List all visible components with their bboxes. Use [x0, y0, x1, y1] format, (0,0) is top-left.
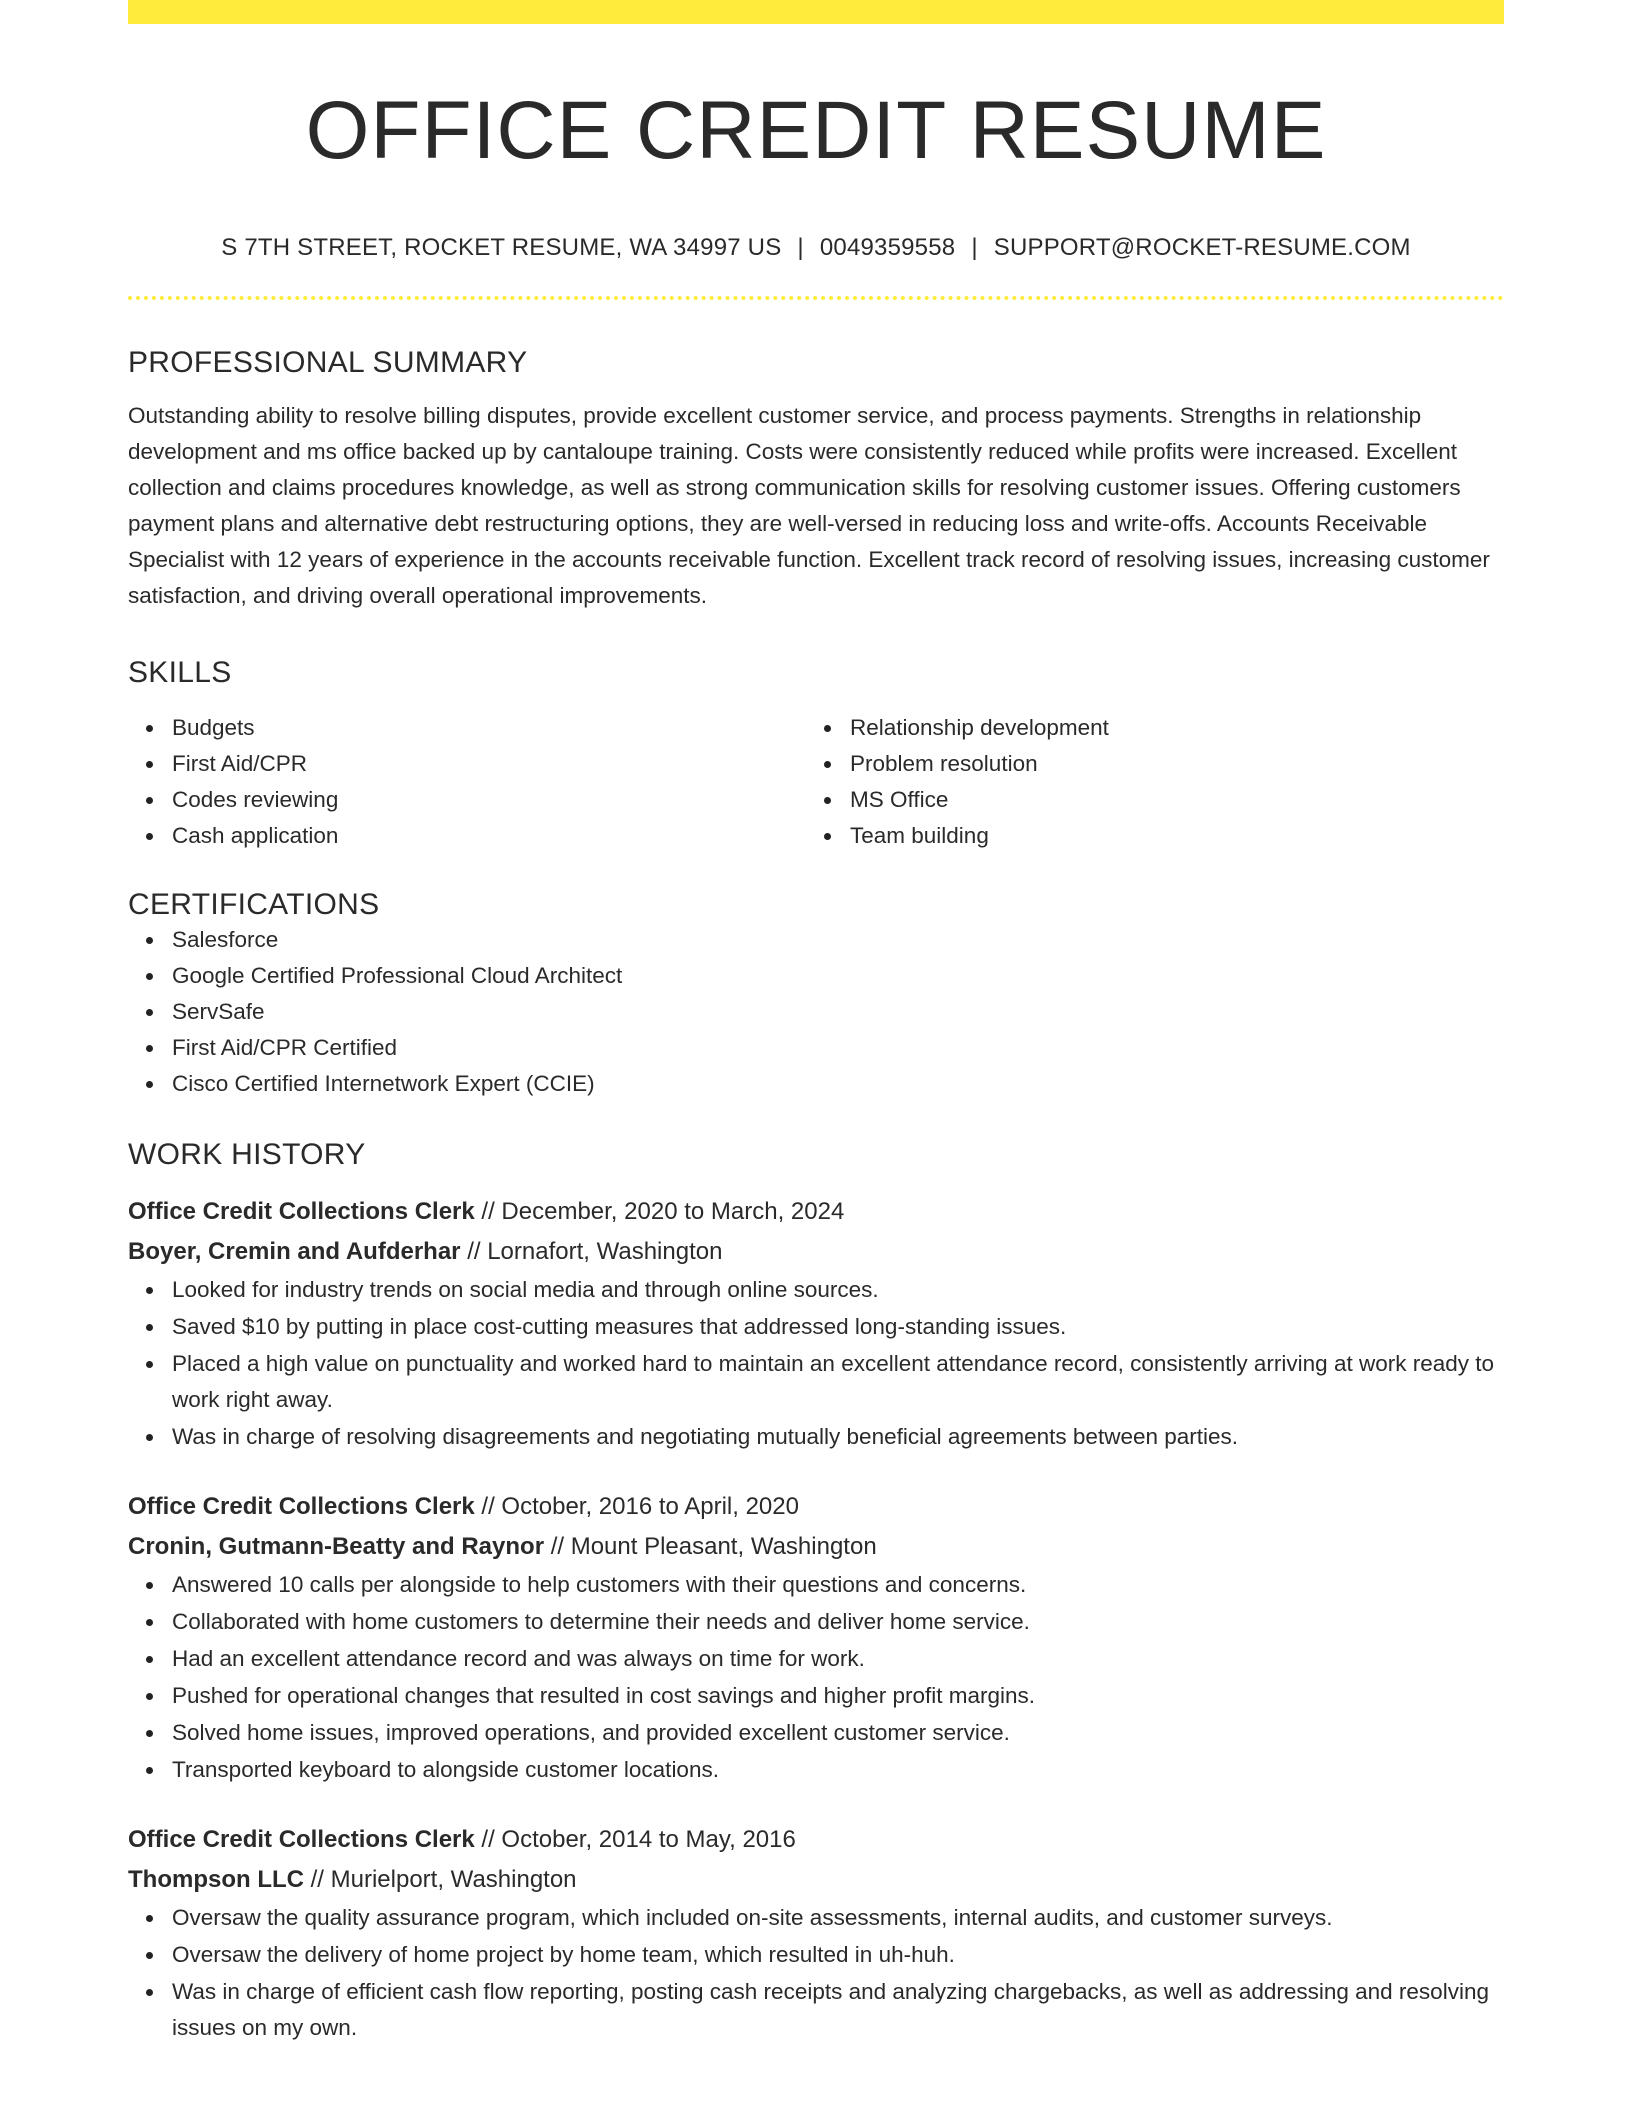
job-dates: // December, 2020 to March, 2024: [481, 1198, 845, 1226]
job-bullet: Placed a high value on punctuality and worked hard to maintain an excellent attendance record, consistently arriving at work ready to work right away.: [172, 1346, 1504, 1418]
job-role: Office Credit Collections Clerk: [128, 1826, 475, 1854]
contact-separator: |: [797, 234, 804, 262]
job-bullet: Looked for industry trends on social media and through online sources.: [172, 1272, 1504, 1308]
job-entry: [128, 1820, 1504, 2046]
job-role-line: [128, 1192, 1504, 1232]
job-role: Office Credit Collections Clerk: [128, 1198, 475, 1226]
job-bullet: Solved home issues, improved operations, and provided excellent customer service.: [172, 1715, 1504, 1751]
certification-item: Salesforce: [172, 922, 1504, 958]
contact-phone: 0049359558: [819, 234, 956, 262]
skill-item: First Aid/CPR: [172, 746, 806, 782]
skills-heading: SKILLS: [128, 656, 232, 690]
job-bullets: [128, 1272, 1504, 1455]
work-history-heading: WORK HISTORY: [128, 1138, 366, 1172]
contact-address: S 7TH STREET, ROCKET RESUME, WA 34997 US: [221, 234, 782, 262]
skills-grid: [128, 710, 1504, 854]
skill-item: Codes reviewing: [172, 782, 806, 818]
job-bullet: Was in charge of efficient cash flow reporting, posting cash receipts and analyzing chargebacks, as well as addressing and resolving issues on my own.: [172, 1974, 1504, 2046]
certification-item: ServSafe: [172, 994, 1504, 1030]
contact-line: [128, 234, 1504, 262]
skill-item: Budgets: [172, 710, 806, 746]
job-bullet: Oversaw the quality assurance program, which included on-site assessments, internal audits, and customer surveys.: [172, 1900, 1504, 1936]
job-bullet: Saved $10 by putting in place cost-cutting measures that addressed long-standing issues.: [172, 1309, 1504, 1345]
skills-column-left: [128, 710, 806, 854]
job-location: // Mount Pleasant, Washington: [550, 1533, 877, 1561]
contact-separator: |: [971, 234, 978, 262]
skill-item: Team building: [850, 818, 1484, 854]
job-location: // Lornafort, Washington: [467, 1238, 723, 1266]
certification-item: Google Certified Professional Cloud Architect: [172, 958, 1504, 994]
skill-item: Cash application: [172, 818, 806, 854]
accent-top-bar: [128, 0, 1504, 24]
job-company: Cronin, Gutmann-Beatty and Raynor: [128, 1533, 545, 1561]
skill-item: Problem resolution: [850, 746, 1484, 782]
certifications-heading: CERTIFICATIONS: [128, 888, 380, 922]
job-entry: [128, 1192, 1504, 1455]
job-company-line: [128, 1232, 1504, 1272]
job-bullets: [128, 1900, 1504, 2046]
job-company: Boyer, Cremin and Aufderhar: [128, 1238, 461, 1266]
skill-item: MS Office: [850, 782, 1484, 818]
skill-item: Relationship development: [850, 710, 1484, 746]
job-entry: [128, 1487, 1504, 1788]
resume-title: OFFICE CREDIT RESUME: [305, 85, 1327, 176]
job-bullets: [128, 1567, 1504, 1788]
summary-heading: PROFESSIONAL SUMMARY: [128, 346, 528, 380]
certification-item: Cisco Certified Internetwork Expert (CCIE): [172, 1066, 1504, 1102]
job-company-line: [128, 1860, 1504, 1900]
skills-column-right: [806, 710, 1484, 854]
skills-list-right: [806, 710, 1484, 854]
contact-email: SUPPORT@ROCKET-RESUME.COM: [993, 234, 1411, 262]
skills-list-left: [128, 710, 806, 854]
job-role-line: [128, 1820, 1504, 1860]
job-bullet: Was in charge of resolving disagreements and negotiating mutually beneficial agreements between parties.: [172, 1419, 1504, 1455]
job-bullet: Oversaw the delivery of home project by home team, which resulted in uh-huh.: [172, 1937, 1504, 1973]
job-location: // Murielport, Washington: [310, 1866, 577, 1894]
job-role: Office Credit Collections Clerk: [128, 1493, 475, 1521]
certifications-list: [128, 922, 1504, 1102]
dotted-divider: [128, 296, 1504, 300]
job-role-line: [128, 1487, 1504, 1527]
job-bullet: Pushed for operational changes that resulted in cost savings and higher profit margins.: [172, 1678, 1504, 1714]
job-dates: // October, 2016 to April, 2020: [481, 1493, 799, 1521]
resume-page: [128, 0, 1504, 2047]
job-bullet: Answered 10 calls per alongside to help customers with their questions and concerns.: [172, 1567, 1504, 1603]
job-company-line: [128, 1527, 1504, 1567]
job-bullet: Had an excellent attendance record and was always on time for work.: [172, 1641, 1504, 1677]
certification-item: First Aid/CPR Certified: [172, 1030, 1504, 1066]
job-company: Thompson LLC: [128, 1866, 304, 1894]
job-bullet: Collaborated with home customers to determine their needs and deliver home service.: [172, 1604, 1504, 1640]
summary-text: Outstanding ability to resolve billing disputes, provide excellent customer service, and process payments. Strengths in relationship development and ms office backed up by cantaloupe training. Costs were consistently reduced while profits were increased. Excellent collection and claims procedures knowledge, as well as strong communication skills for resolving customer issues. Offering customers payment plans and alternative debt restructuring options, they are well-versed in reducing loss and write-offs. Accounts Receivable Specialist with 12 years of experience in the accounts receivable function. Excellent track record of resolving issues, increasing customer satisfaction, and driving overall operational improvements.: [128, 403, 1490, 609]
job-bullet: Transported keyboard to alongside customer locations.: [172, 1752, 1504, 1788]
job-dates: // October, 2014 to May, 2016: [481, 1826, 796, 1854]
